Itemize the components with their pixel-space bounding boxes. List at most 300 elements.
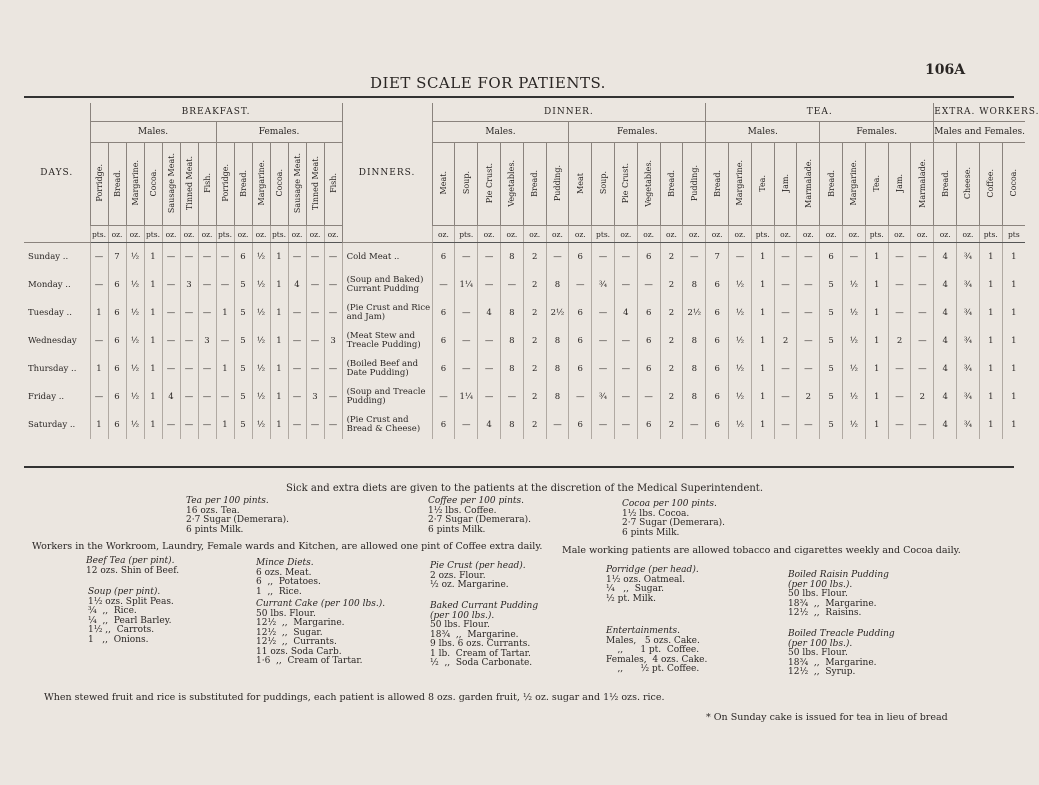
group-females: Females. bbox=[569, 122, 706, 143]
dinner-tea-cell: 8 bbox=[500, 411, 523, 439]
group-females: Females. bbox=[820, 122, 934, 143]
dinner-tea-cell: 7 bbox=[706, 243, 729, 272]
dinner-tea-cell: 4 bbox=[934, 243, 957, 272]
dinner-label: (Boiled Beef and Date Pudding) bbox=[342, 355, 432, 383]
breakfast-cell: ½ bbox=[252, 271, 270, 299]
dinner-tea-cell: 1 bbox=[865, 243, 888, 272]
breakfast-cell: 3 bbox=[180, 271, 198, 299]
unit-cell: pts. bbox=[751, 226, 774, 243]
column-label: Cocoa. bbox=[274, 169, 284, 197]
unit-cell: oz. bbox=[523, 226, 546, 243]
group-males: Males. bbox=[90, 122, 216, 143]
baked-currant-title: Baked Currant Pudding (per 100 lbs.). bbox=[430, 601, 539, 621]
breakfast-cell: 5 bbox=[234, 327, 252, 355]
dinner-tea-cell: — bbox=[592, 299, 615, 327]
dinner-tea-cell: — bbox=[614, 271, 637, 299]
breakfast-cell: — bbox=[306, 355, 324, 383]
breakfast-cell: — bbox=[306, 243, 324, 272]
dinner-tea-cell: 6 bbox=[432, 299, 455, 327]
dinner-tea-cell: 2 bbox=[660, 243, 683, 272]
dinner-tea-cell: — bbox=[614, 243, 637, 272]
breakfast-cell: 1 bbox=[270, 271, 288, 299]
dinner-tea-cell: 1¼ bbox=[455, 383, 478, 411]
group-males: Males. bbox=[432, 122, 569, 143]
breakfast-cell: 1 bbox=[270, 411, 288, 439]
unit-cell: pts. bbox=[90, 226, 108, 243]
breakfast-cell: ½ bbox=[126, 299, 144, 327]
entertainments bbox=[606, 627, 707, 675]
breakfast-header: BREAKFAST. bbox=[90, 103, 342, 122]
dinner-tea-cell: 1 bbox=[751, 243, 774, 272]
dinner-tea-cell: ½ bbox=[729, 355, 752, 383]
dinner-tea-cell: 8 bbox=[546, 271, 569, 299]
column-label: Fish. bbox=[328, 173, 338, 193]
extra-workers-header: EXTRA. WORKERS. bbox=[934, 103, 1025, 122]
breakfast-cell: — bbox=[90, 271, 108, 299]
unit-cell: oz. bbox=[957, 226, 980, 243]
unit-cell: oz. bbox=[162, 226, 180, 243]
column-header bbox=[569, 143, 592, 226]
day-label: Saturday .. bbox=[28, 420, 76, 430]
days-header: DAYS. bbox=[24, 103, 90, 243]
dinner-tea-cell: 1¼ bbox=[455, 271, 478, 299]
breakfast-cell: 7 bbox=[108, 243, 126, 272]
dinner-tea-cell: ¾ bbox=[957, 383, 980, 411]
currant-cake-title: Currant Cake (per 100 lbs.). bbox=[256, 599, 386, 609]
dinner-tea-cell: 4 bbox=[478, 411, 501, 439]
column-label: Tea. bbox=[758, 174, 768, 192]
breakfast-cell: — bbox=[288, 243, 306, 272]
raisin-pudding-recipe bbox=[788, 571, 889, 619]
dinner-tea-cell: — bbox=[455, 299, 478, 327]
dinner-header: DINNER. bbox=[432, 103, 706, 122]
dinner-tea-cell: — bbox=[888, 383, 911, 411]
breakfast-cell: ½ bbox=[252, 243, 270, 272]
dinner-tea-cell: — bbox=[569, 383, 592, 411]
breakfast-cell: 4 bbox=[162, 383, 180, 411]
dinner-tea-cell: 5 bbox=[820, 299, 843, 327]
column-header bbox=[500, 143, 523, 226]
breakfast-cell: — bbox=[198, 243, 216, 272]
dinner-tea-cell: 8 bbox=[500, 299, 523, 327]
breakfast-cell: 1 bbox=[144, 355, 162, 383]
dinner-tea-cell: 1 bbox=[979, 271, 1002, 299]
dinner-tea-cell: 6 bbox=[706, 411, 729, 439]
dinner-tea-cell: 1 bbox=[1002, 411, 1025, 439]
raisin-pudding-lines: 50 lbs. Flour. 18¾ ,, Margarine. 12½ ,, Raisins. bbox=[788, 589, 877, 618]
dinner-tea-cell: 4 bbox=[934, 411, 957, 439]
dinner-tea-cell: — bbox=[911, 243, 934, 272]
breakfast-cell: — bbox=[162, 271, 180, 299]
dinner-tea-cell: 8 bbox=[546, 355, 569, 383]
column-header bbox=[216, 143, 234, 226]
unit-cell: oz. bbox=[614, 226, 637, 243]
dinner-tea-cell: 1 bbox=[751, 327, 774, 355]
unit-cell: pts. bbox=[455, 226, 478, 243]
breakfast-cell: ½ bbox=[252, 327, 270, 355]
column-header bbox=[888, 143, 911, 226]
unit-cell: oz. bbox=[706, 226, 729, 243]
baked-currant-recipe bbox=[430, 602, 538, 669]
dinner-tea-cell: — bbox=[546, 243, 569, 272]
dinner-tea-cell: 6 bbox=[432, 327, 455, 355]
dinner-tea-cell: 1 bbox=[979, 355, 1002, 383]
breakfast-cell: 1 bbox=[144, 271, 162, 299]
dinner-tea-cell: 1 bbox=[865, 383, 888, 411]
column-header bbox=[90, 143, 108, 226]
dinner-tea-cell: 2 bbox=[523, 243, 546, 272]
day-label: Friday .. bbox=[28, 392, 65, 402]
unit-cell: pts. bbox=[144, 226, 162, 243]
breakfast-cell: 6 bbox=[108, 271, 126, 299]
dinner-tea-cell: 1 bbox=[865, 411, 888, 439]
breakfast-cell: 1 bbox=[144, 327, 162, 355]
breakfast-cell: 1 bbox=[270, 243, 288, 272]
dinner-tea-cell: 1 bbox=[751, 299, 774, 327]
column-header bbox=[306, 143, 324, 226]
unit-cell: oz. bbox=[234, 226, 252, 243]
column-header bbox=[108, 143, 126, 226]
column-label: Bread. bbox=[112, 169, 122, 197]
breakfast-cell: — bbox=[288, 355, 306, 383]
column-label: Bread. bbox=[666, 169, 676, 197]
breakfast-cell: 1 bbox=[90, 411, 108, 439]
dinner-tea-cell: — bbox=[797, 299, 820, 327]
beef-tea-lines: 12 ozs. Shin of Beef. bbox=[86, 565, 180, 576]
dinner-tea-cell: 4 bbox=[934, 355, 957, 383]
column-header bbox=[198, 143, 216, 226]
dinner-tea-cell: 6 bbox=[706, 355, 729, 383]
dinner-tea-cell: 1 bbox=[1002, 383, 1025, 411]
dinner-tea-cell: — bbox=[843, 243, 866, 272]
breakfast-cell: ½ bbox=[252, 355, 270, 383]
dinner-tea-cell: 2 bbox=[523, 299, 546, 327]
porridge-title: Porridge (per head). bbox=[606, 565, 699, 575]
dinner-tea-cell: — bbox=[888, 411, 911, 439]
column-label: Fish. bbox=[202, 173, 212, 193]
dinner-tea-cell: 6 bbox=[569, 299, 592, 327]
dinner-tea-cell: — bbox=[774, 243, 797, 272]
unit-cell: oz. bbox=[478, 226, 501, 243]
dinner-tea-cell: — bbox=[592, 411, 615, 439]
unit-cell: oz. bbox=[729, 226, 752, 243]
breakfast-cell: 6 bbox=[108, 355, 126, 383]
dinner-tea-cell: 1 bbox=[1002, 327, 1025, 355]
column-label: Bread. bbox=[826, 169, 836, 197]
dinner-tea-cell: 4 bbox=[614, 299, 637, 327]
column-header bbox=[126, 143, 144, 226]
day-label: Wednesday bbox=[28, 336, 77, 346]
dinner-tea-cell: 1 bbox=[865, 271, 888, 299]
dinner-tea-cell: ¾ bbox=[592, 271, 615, 299]
column-header bbox=[934, 143, 957, 226]
dinner-tea-cell: — bbox=[683, 411, 706, 439]
breakfast-cell: — bbox=[162, 327, 180, 355]
dinner-tea-cell: — bbox=[774, 299, 797, 327]
dinner-tea-cell: 2 bbox=[660, 355, 683, 383]
dinner-tea-cell: 1 bbox=[751, 355, 774, 383]
column-label: Bread. bbox=[530, 169, 540, 197]
breakfast-cell: — bbox=[324, 383, 342, 411]
stewed-fruit-note: When stewed fruit and rice is substituted for puddings, each patient is allowed 8 ozs. garden fruit, ½ oz. sugar and 1½ ozs. rice. bbox=[44, 692, 665, 703]
breakfast-cell: — bbox=[324, 243, 342, 272]
dinner-tea-cell: 1 bbox=[865, 355, 888, 383]
dinner-tea-cell: — bbox=[455, 355, 478, 383]
dinner-tea-cell: 4 bbox=[934, 271, 957, 299]
dinner-tea-cell: ½ bbox=[729, 383, 752, 411]
dinner-tea-cell: — bbox=[774, 383, 797, 411]
dinner-tea-cell: 8 bbox=[683, 271, 706, 299]
bottom-rule bbox=[24, 466, 1014, 468]
column-label: Jam. bbox=[895, 173, 905, 193]
breakfast-cell: 1 bbox=[270, 355, 288, 383]
dinner-tea-cell: — bbox=[455, 411, 478, 439]
dinner-tea-cell: — bbox=[614, 411, 637, 439]
breakfast-cell: 5 bbox=[234, 271, 252, 299]
breakfast-cell: — bbox=[288, 299, 306, 327]
dinner-tea-cell: — bbox=[888, 243, 911, 272]
unit-cell: oz. bbox=[637, 226, 660, 243]
column-header bbox=[432, 143, 455, 226]
breakfast-cell: 1 bbox=[90, 299, 108, 327]
dinner-tea-cell: 8 bbox=[500, 355, 523, 383]
dinner-tea-cell: ½ bbox=[843, 355, 866, 383]
entertainments-lines: Males, 5 ozs. Cake. ,, 1 pt. Coffee. Females, 4 ozs. Cake. ,, ½ pt. Coffee. bbox=[606, 635, 708, 674]
sick-note: Sick and extra diets are given to the patients at the discretion of the Medical Superintendent. bbox=[286, 483, 763, 494]
dinner-tea-cell: 6 bbox=[569, 243, 592, 272]
column-header bbox=[865, 143, 888, 226]
column-header bbox=[1002, 143, 1025, 226]
column-label: Porridge. bbox=[94, 164, 104, 202]
dinner-tea-cell: 5 bbox=[820, 271, 843, 299]
dinner-tea-cell: 6 bbox=[432, 411, 455, 439]
unit-cell: oz. bbox=[108, 226, 126, 243]
dinner-tea-cell: — bbox=[546, 411, 569, 439]
dinner-tea-cell: — bbox=[888, 355, 911, 383]
porridge-lines: 1½ ozs. Oatmeal. ¼ ,, Sugar. ½ pt. Milk. bbox=[606, 574, 686, 604]
unit-cell: oz. bbox=[683, 226, 706, 243]
breakfast-cell: 1 bbox=[144, 411, 162, 439]
column-label: Porridge. bbox=[220, 164, 230, 202]
breakfast-cell: 1 bbox=[216, 411, 234, 439]
dinner-tea-cell: 2 bbox=[888, 327, 911, 355]
dinner-tea-cell: ¾ bbox=[592, 383, 615, 411]
unit-cell: oz. bbox=[820, 226, 843, 243]
dinner-tea-cell: 6 bbox=[637, 243, 660, 272]
unit-cell: oz. bbox=[934, 226, 957, 243]
column-header bbox=[162, 143, 180, 226]
dinner-tea-cell: — bbox=[478, 271, 501, 299]
dinner-tea-cell: — bbox=[592, 327, 615, 355]
dinner-tea-cell: — bbox=[911, 327, 934, 355]
breakfast-cell: — bbox=[162, 355, 180, 383]
dinner-tea-cell: 1 bbox=[979, 327, 1002, 355]
dinner-tea-cell: — bbox=[637, 271, 660, 299]
dinner-tea-cell: 2 bbox=[797, 383, 820, 411]
top-rule bbox=[24, 96, 1014, 98]
column-label: Bread. bbox=[712, 169, 722, 197]
dinner-tea-cell: ½ bbox=[729, 327, 752, 355]
column-header bbox=[288, 143, 306, 226]
unit-cell: pts. bbox=[270, 226, 288, 243]
dinner-tea-cell: ¾ bbox=[957, 355, 980, 383]
column-label: Sausage Meat. bbox=[166, 152, 176, 214]
breakfast-cell: 5 bbox=[234, 355, 252, 383]
breakfast-cell: 1 bbox=[216, 355, 234, 383]
day-label: Monday .. bbox=[28, 280, 71, 290]
pie-crust-lines: 2 ozs. Flour. ½ oz. Margarine. bbox=[430, 570, 509, 590]
page-title: DIET SCALE FOR PATIENTS. bbox=[370, 74, 606, 92]
breakfast-cell: — bbox=[216, 383, 234, 411]
dinner-label: (Pie Crust and Rice and Jam) bbox=[342, 299, 432, 327]
breakfast-cell: 5 bbox=[234, 299, 252, 327]
dinner-tea-cell: ½ bbox=[843, 327, 866, 355]
breakfast-cell: — bbox=[324, 299, 342, 327]
dinner-tea-cell: 8 bbox=[500, 243, 523, 272]
beef-tea-recipe bbox=[86, 557, 179, 576]
dinner-tea-cell: — bbox=[478, 383, 501, 411]
column-header bbox=[820, 143, 843, 226]
dinner-label: (Meat Stew and Treacle Pudding) bbox=[342, 327, 432, 355]
porridge-recipe bbox=[606, 566, 699, 604]
treacle-pudding-lines: 50 lbs. Flour. 18¾ ,, Margarine. 12½ ,, Syrup. bbox=[788, 648, 877, 677]
breakfast-cell: 3 bbox=[198, 327, 216, 355]
dinner-tea-cell: ½ bbox=[843, 299, 866, 327]
breakfast-cell: 1 bbox=[270, 299, 288, 327]
dinner-tea-cell: 6 bbox=[569, 411, 592, 439]
unit-cell: oz. bbox=[432, 226, 455, 243]
dinner-label: (Pie Crust and Bread & Cheese) bbox=[342, 411, 432, 439]
dinner-tea-cell: 1 bbox=[979, 299, 1002, 327]
dinner-tea-cell: 2 bbox=[523, 355, 546, 383]
column-header bbox=[270, 143, 288, 226]
breakfast-cell: 1 bbox=[90, 355, 108, 383]
breakfast-cell: 4 bbox=[288, 271, 306, 299]
dinner-tea-cell: ½ bbox=[843, 271, 866, 299]
soup-lines: 1½ ozs. Split Peas. ¾ ,, Rice. ¼ ,, Pearl Barley. 1½ ,, Carrots. 1 ,, Onions. bbox=[88, 596, 174, 645]
breakfast-cell: ½ bbox=[252, 299, 270, 327]
dinner-tea-cell: 2 bbox=[660, 411, 683, 439]
dinner-label: (Soup and Treacle Pudding) bbox=[342, 383, 432, 411]
dinner-tea-cell: — bbox=[592, 355, 615, 383]
dinner-tea-cell: 2½ bbox=[683, 299, 706, 327]
dinner-tea-cell: 6 bbox=[706, 299, 729, 327]
column-header bbox=[144, 143, 162, 226]
breakfast-cell: — bbox=[306, 299, 324, 327]
column-label: Margarine. bbox=[256, 160, 266, 206]
column-label: Margarine. bbox=[130, 160, 140, 206]
dinner-tea-cell: — bbox=[500, 271, 523, 299]
dinner-tea-cell: 1 bbox=[751, 411, 774, 439]
dinner-tea-cell: — bbox=[478, 355, 501, 383]
cocoa-recipe-title: Cocoa per 100 pints. bbox=[622, 499, 717, 509]
breakfast-cell: — bbox=[162, 243, 180, 272]
unit-cell: oz. bbox=[198, 226, 216, 243]
breakfast-cell: ½ bbox=[126, 355, 144, 383]
dinner-tea-cell: 6 bbox=[569, 327, 592, 355]
dinner-tea-cell: 6 bbox=[820, 243, 843, 272]
breakfast-cell: — bbox=[324, 271, 342, 299]
table-row bbox=[24, 411, 1025, 439]
dinner-tea-cell: 8 bbox=[546, 383, 569, 411]
dinner-tea-cell: 1 bbox=[1002, 299, 1025, 327]
column-header bbox=[683, 143, 706, 226]
unit-cell: oz. bbox=[500, 226, 523, 243]
column-label: Tinned Meat. bbox=[310, 155, 320, 211]
workers-note: Workers in the Workroom, Laundry, Female wards and Kitchen, are allowed one pint of Coffee extra daily. bbox=[32, 541, 543, 552]
dinner-tea-cell: 2 bbox=[911, 383, 934, 411]
column-label: Tinned Meat. bbox=[184, 155, 194, 211]
page-number: 106A bbox=[925, 62, 966, 78]
dinner-tea-cell: — bbox=[797, 243, 820, 272]
breakfast-cell: 6 bbox=[108, 383, 126, 411]
dinner-tea-cell: — bbox=[455, 327, 478, 355]
dinners-header: DINNERS. bbox=[342, 103, 432, 243]
breakfast-cell: ½ bbox=[252, 411, 270, 439]
dinner-tea-cell: 6 bbox=[637, 411, 660, 439]
dinner-tea-cell: — bbox=[888, 299, 911, 327]
dinner-tea-cell: 2 bbox=[523, 383, 546, 411]
dinner-tea-cell: 8 bbox=[683, 383, 706, 411]
dinner-tea-cell: — bbox=[592, 243, 615, 272]
column-label: Jam. bbox=[781, 173, 791, 193]
dinner-tea-cell: — bbox=[614, 383, 637, 411]
group-males: Males. bbox=[706, 122, 820, 143]
breakfast-cell: ½ bbox=[252, 383, 270, 411]
column-label: Pudding. bbox=[689, 164, 699, 202]
dinner-tea-cell: 6 bbox=[432, 355, 455, 383]
breakfast-cell: — bbox=[90, 243, 108, 272]
unit-cell: oz. bbox=[306, 226, 324, 243]
unit-cell: pts. bbox=[865, 226, 888, 243]
dinner-tea-cell: 1 bbox=[1002, 355, 1025, 383]
unit-cell: pts. bbox=[216, 226, 234, 243]
tea-recipe bbox=[186, 497, 289, 535]
dinner-tea-cell: — bbox=[432, 271, 455, 299]
column-header bbox=[979, 143, 1002, 226]
table-row bbox=[24, 243, 1025, 272]
cocoa-recipe bbox=[622, 500, 725, 538]
breakfast-cell: — bbox=[162, 411, 180, 439]
dinner-tea-cell: 1 bbox=[979, 383, 1002, 411]
column-header bbox=[478, 143, 501, 226]
column-label: Bread. bbox=[238, 169, 248, 197]
breakfast-cell: — bbox=[180, 327, 198, 355]
dinner-tea-cell: 6 bbox=[637, 299, 660, 327]
dinner-tea-cell: — bbox=[478, 327, 501, 355]
dinner-tea-cell: — bbox=[774, 411, 797, 439]
dinner-tea-cell: 8 bbox=[546, 327, 569, 355]
breakfast-cell: — bbox=[288, 327, 306, 355]
breakfast-cell: — bbox=[198, 299, 216, 327]
breakfast-cell: 1 bbox=[144, 299, 162, 327]
dinner-tea-cell: 1 bbox=[979, 243, 1002, 272]
column-label: Cocoa. bbox=[148, 169, 158, 197]
unit-cell: oz. bbox=[324, 226, 342, 243]
dinner-tea-cell: — bbox=[614, 327, 637, 355]
breakfast-cell: ½ bbox=[126, 383, 144, 411]
column-header bbox=[660, 143, 683, 226]
dinner-tea-cell: 1 bbox=[1002, 243, 1025, 272]
dinner-label: Cold Meat .. bbox=[342, 243, 432, 272]
column-header bbox=[774, 143, 797, 226]
dinner-tea-cell: 5 bbox=[820, 355, 843, 383]
coffee-recipe bbox=[428, 497, 531, 535]
dinner-tea-cell: — bbox=[500, 383, 523, 411]
dinner-tea-cell: ¾ bbox=[957, 299, 980, 327]
column-label: Cocoa. bbox=[1009, 169, 1019, 197]
table-row bbox=[24, 271, 1025, 299]
